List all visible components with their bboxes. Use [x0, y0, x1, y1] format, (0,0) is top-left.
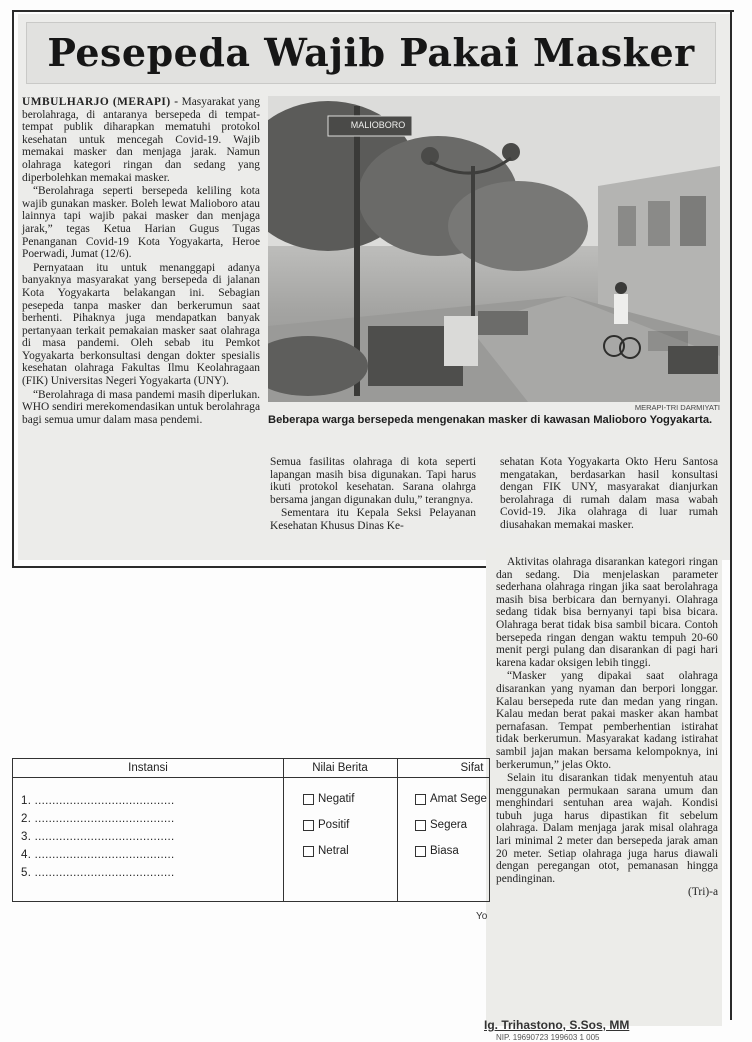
sifat-option-segera[interactable] — [415, 819, 467, 831]
article-column-4 — [496, 556, 718, 900]
frame-top-line — [14, 10, 734, 12]
instansi-line-2[interactable]: 2. ........................................ — [21, 813, 175, 825]
article-paragraph: Aktivitas olahraga disarankan kategori ringan dan sedang. Dia menjelaskan parameter sederhana olahraga ringan jika saat berolahraga masih bisa berbicara dan bernyanyi. Olahraga sedang tidak bisa bernyanyi tapi bisa bicara. Olahraga berat tidak bisa sambil bicara. Contoh bersepeda ringan dengan waktu tempuh 20-60 menit pergi pulang dan disarankan di pagi hari karena kadar oksigen lebih tinggi. — [496, 556, 718, 669]
nilai-option-negatif[interactable] — [303, 793, 354, 805]
nilai-option-positif[interactable] — [303, 819, 349, 831]
table-header-line — [13, 777, 489, 778]
instansi-line-1[interactable]: 1. ........................................ — [21, 795, 175, 807]
instansi-line-4[interactable]: 4. ........................................ — [21, 849, 175, 861]
signature-nip: NIP. 19690723 199603 1 005 — [496, 1033, 600, 1042]
checkbox-icon[interactable] — [415, 846, 426, 857]
article-paragraph: Pernyataan itu untuk menanggapi adanya banyaknya masyarakat yang bersepeda di jalanan Kota Yogyakarta belakangan ini. Sebagian pesepeda tanpa masker dan berkerumun saat berhenti. Pihaknya juga mendapatkan banyak pertanyaan terkait pemakaian masker saat olahraga di masa pandemi. Oleh sebab itu Pemkot Yogyakarta berkonsultasi dengan dokter spesialis kesehatan olahraga Fakultas Ilmu Keolahragaan (FIK) Universitas Negeri Yogyakarta (UNY). — [22, 261, 260, 388]
article-column-1 — [22, 96, 260, 427]
option-label: Segera — [430, 819, 468, 831]
checkbox-icon[interactable] — [415, 820, 426, 831]
frame-left-line — [12, 10, 14, 568]
nilai-option-netral[interactable] — [303, 845, 349, 857]
article-paragraph: “Masker yang dipakai saat olahraga disarankan yang nyaman dan berpori longgar. Kalau bersepeda rute dan medan yang ringan. Kalau medan berat pakai masker akan hambat pernafasan. Tempat pemberhentian istirahat tidak berkerumun. Masyarakat kadang istirahat sambil jajan makan bersama kelompoknya, ini berkerumun,” jelas Okto. — [496, 670, 718, 771]
malioboro-photo — [268, 96, 720, 402]
checkbox-icon[interactable] — [303, 820, 314, 831]
partial-text: Yo — [476, 911, 488, 922]
instansi-line-3[interactable]: 3. ........................................ — [21, 831, 175, 843]
article-paragraph — [22, 96, 260, 184]
article-paragraph: sehatan Kota Yogyakarta Okto Heru Santosa mengatakan, berdasarkan hasil konsultasi dengan FIK UNY, masyarakat dianjurkan berolahraga di rumah dalam masa wabah Covid-19. Jika olahraga di luar rumah diusahakan memakai masker. — [500, 456, 718, 531]
article-paragraph: Sementara itu Kepala Seksi Pelayanan Kesehatan Khusus Dinas Ke- — [270, 507, 476, 532]
sifat-option-biasa[interactable] — [415, 845, 459, 857]
sifat-header: Sifat — [460, 762, 484, 774]
photo-caption: Beberapa warga bersepeda mengenakan masker di kawasan Malioboro Yogyakarta. — [268, 414, 713, 426]
option-label: Positif — [318, 819, 350, 831]
option-label: Amat Sege — [430, 793, 487, 805]
paragraph-text: Masyarakat yang berolahraga, di antaranya bersepeda di tempat-tempat publik diharapkan mematuhi protokol kesehatan untuk mencegah Covid-19. Wajib memakai masker dan menjaga jarak. Namun olahraga kategori ringan dan sedang yang diperbolehkan memakai masker. — [22, 96, 260, 184]
frame-right-line — [730, 10, 732, 1020]
nilai-berita-header: Nilai Berita — [312, 762, 368, 774]
article-paragraph: “Berolahraga di masa pandemi masih diperlukan. WHO sendiri merekomendasikan untuk berolahraga bagi semua umur dalam masa pendemi. — [22, 388, 260, 426]
article-column-2 — [270, 456, 476, 534]
table-divider — [397, 759, 398, 901]
headline: Pesepeda Wajib Pakai Masker — [26, 22, 716, 84]
checkbox-icon[interactable] — [415, 794, 426, 805]
sifat-option-amat-segera[interactable] — [415, 793, 487, 805]
article-paragraph: Selain itu disarankan tidak menyentuh atau menggunakan permukaan sarana umum dan menghindari sentuhan area wajah. Kondisi tubuh juga harus dipastikan fit sebelum olahraga. Dalam menjaga jarak misal olahraga lari minimal 2 meter dan bersepeda jarak aman 20 meter. Setiap olahraga juga harus diawali dengan peregangan otot, pemanasan hingga pendinginan. — [496, 772, 718, 885]
article-paragraph: “Berolahraga seperti bersepeda keliling kota wajib gunakan masker. Boleh lewat Malioboro atau lainnya tapi wajib pakai masker dan menjaga jarak,” tegas Ketua Harian Gugus Tugas Penanganan Covid-19 Kota Yogyakarta, Heroe Poerwadi, Jumat (12/6). — [22, 185, 260, 261]
frame-mid-line — [12, 566, 486, 568]
clipping-form-table — [12, 758, 490, 902]
article-column-3 — [500, 456, 718, 533]
option-label: Netral — [318, 845, 349, 857]
option-label: Negatif — [318, 793, 355, 805]
instansi-line-5[interactable]: 5. ........................................ — [21, 867, 175, 879]
table-divider — [283, 759, 284, 901]
option-label: Biasa — [430, 845, 459, 857]
photo-illustration — [268, 96, 720, 402]
article-paragraph: Semua fasilitas olahraga di kota seperti lapangan masih bisa digunakan. Tapi harus ikuti protokol kesehatan. Sarana olahrga bersama jangan digunakan dulu,” terangnya. — [270, 456, 476, 506]
checkbox-icon[interactable] — [303, 846, 314, 857]
checkbox-icon[interactable] — [303, 794, 314, 805]
instansi-header: Instansi — [128, 762, 168, 774]
photo-credit: MERAPI-TRI DARMIYATI — [634, 403, 720, 412]
byline: (Tri)-a — [688, 886, 718, 899]
dateline: UMBULHARJO (MERAPI) - — [22, 96, 179, 108]
street-sign-label: MALIOBORO — [350, 120, 406, 130]
signature-name: Ig. Trihastono, S.Sos, MM — [484, 1018, 630, 1032]
